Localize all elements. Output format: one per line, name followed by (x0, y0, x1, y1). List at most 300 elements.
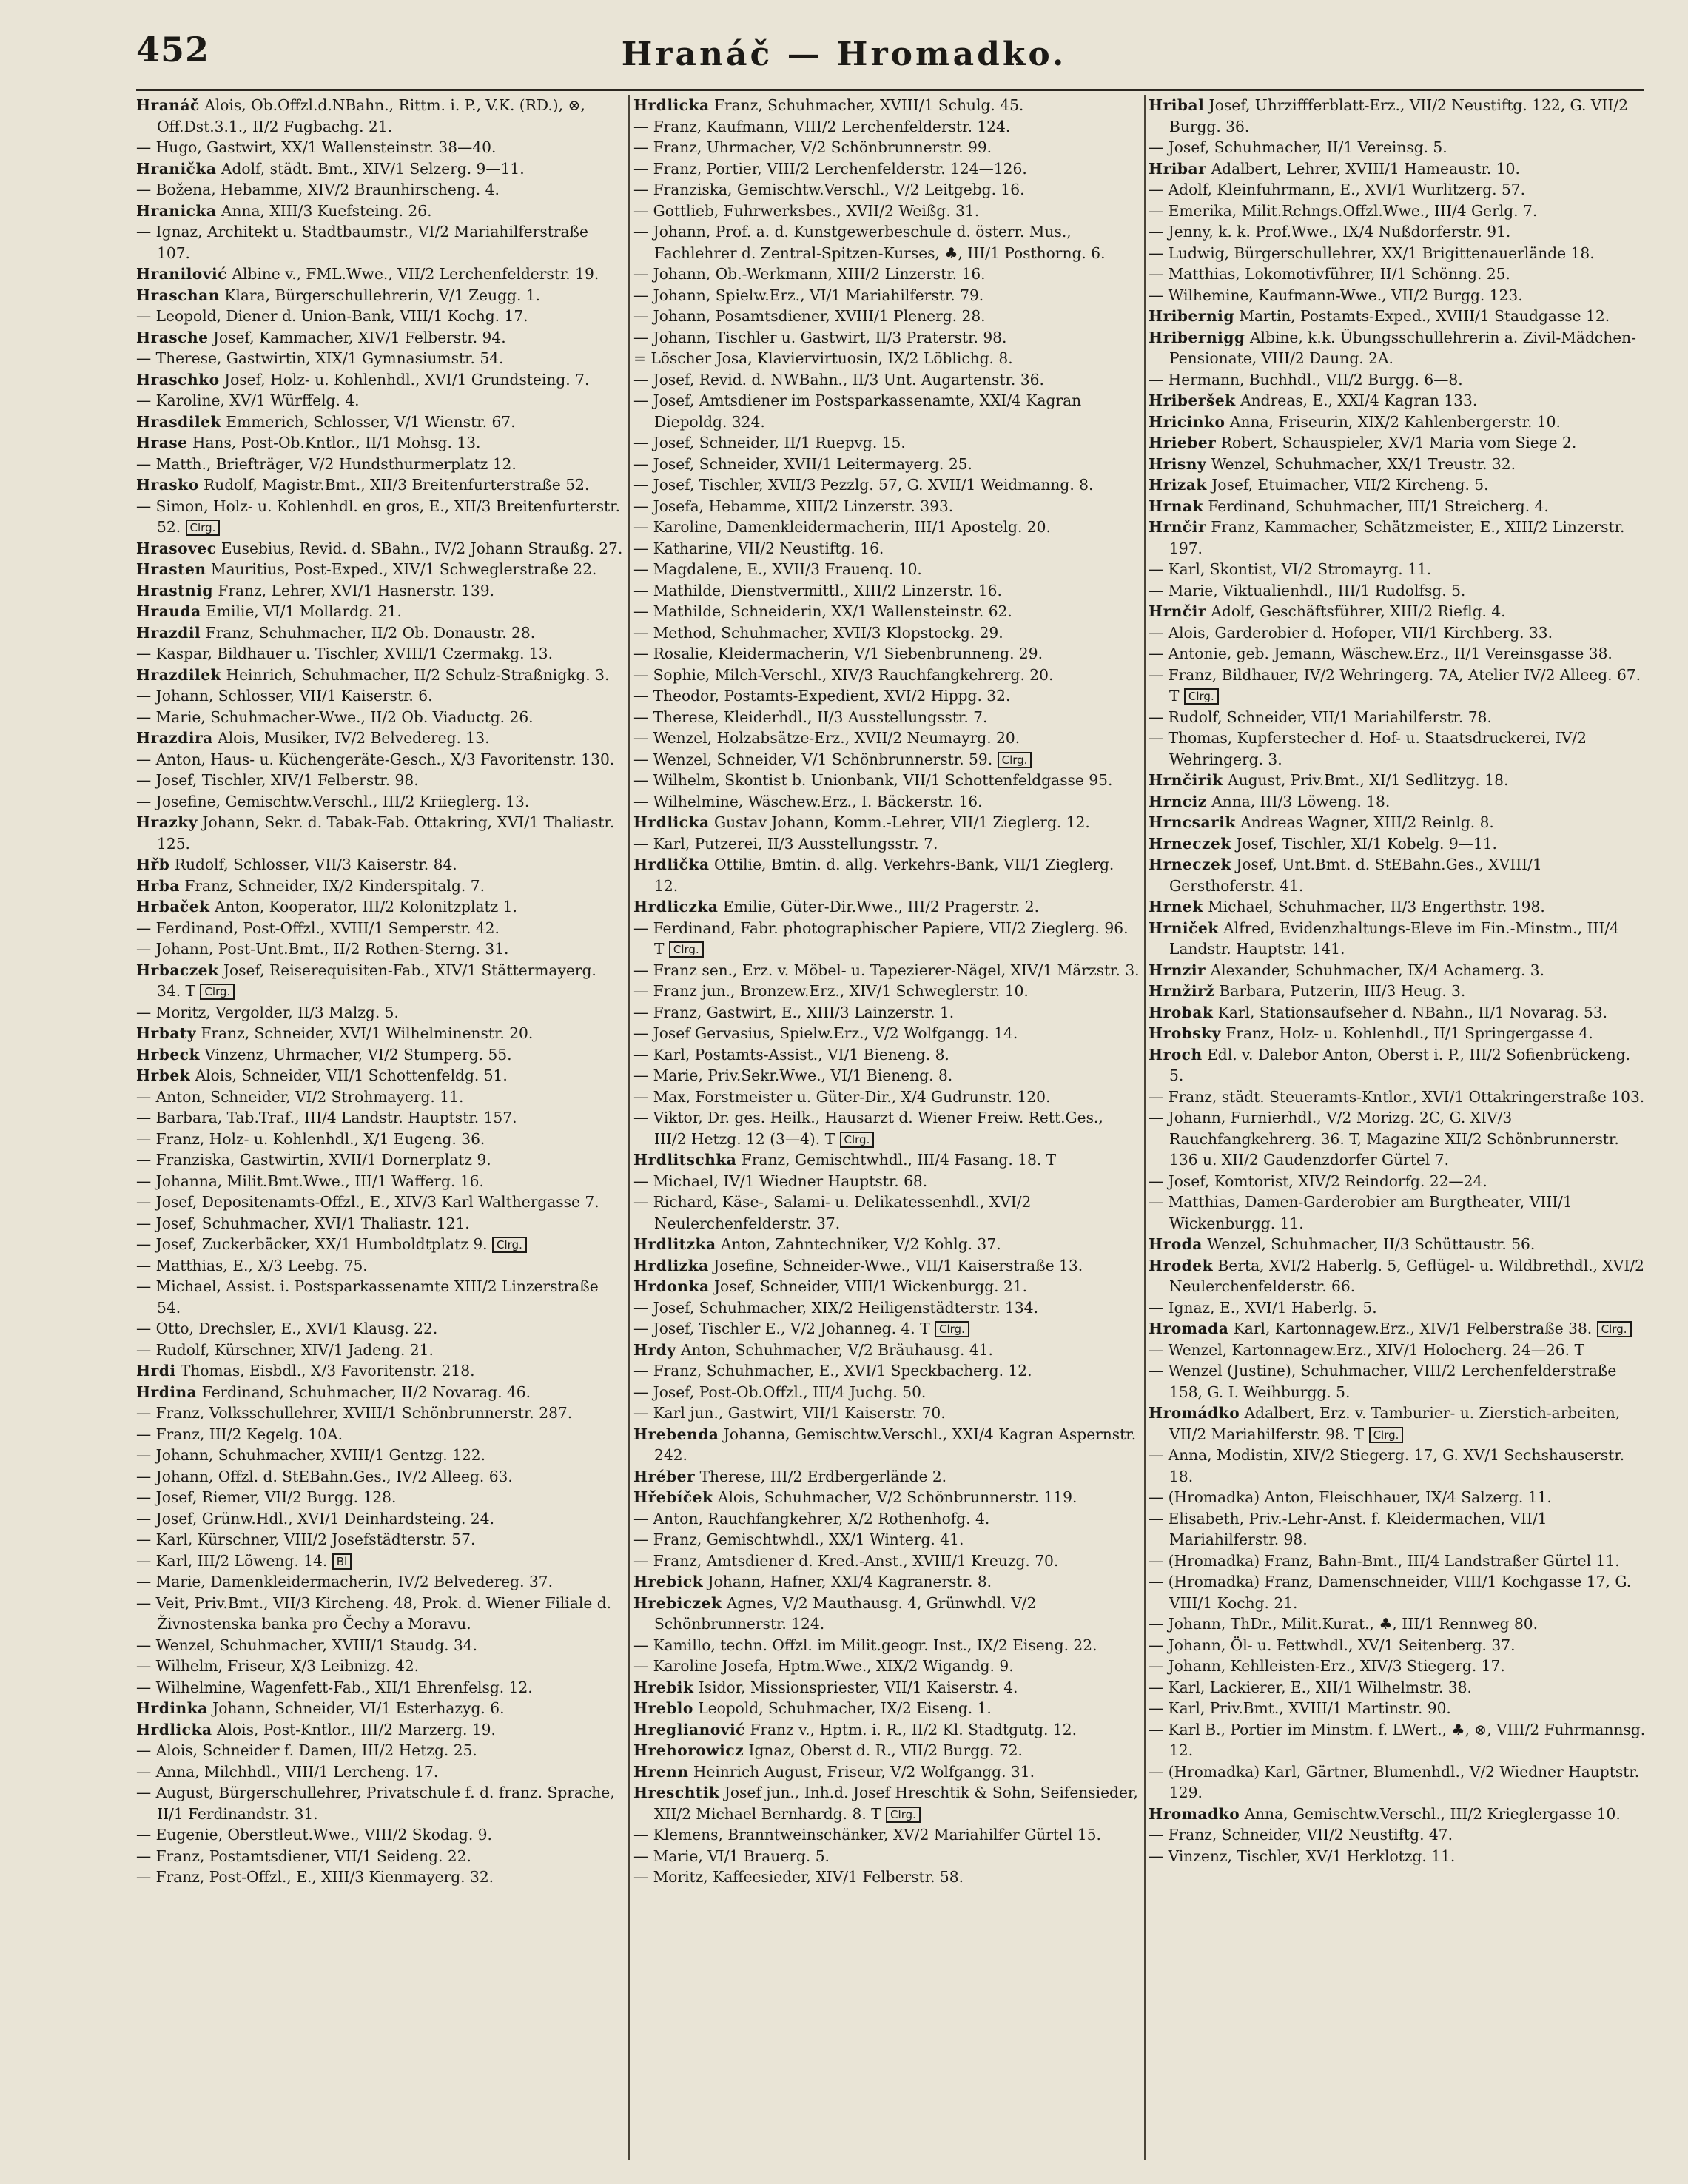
entry-surname: Hřebíček (633, 1488, 713, 1506)
entry-details: Hans, Post-Ob.Kntlor., II/1 Mohsg. 13. (187, 434, 481, 451)
directory-entry (633, 1719, 1140, 1741)
directory-entry (633, 1424, 1140, 1466)
directory-entry (1149, 179, 1646, 201)
directory-entry (633, 1002, 1140, 1024)
entry-details: — Karl B., Portier im Minstm. f. LWert., ♣, ⊗, VIII/2 Fuhrmannsg. 12. (1149, 1720, 1646, 1759)
directory-entry (633, 812, 1140, 833)
directory-entry (136, 1318, 625, 1340)
entry-details: — Wenzel, Schneider, V/1 Schönbrunnerstr. 59. (633, 750, 993, 768)
entry-details: — Marie, Schuhmacher-Wwe., II/2 Ob. Viaductg. 26. (136, 708, 534, 726)
directory-entry (633, 854, 1140, 896)
directory-entry (1149, 833, 1646, 855)
entry-surname: Hrazdilek (136, 665, 222, 684)
entry-details: — (Hromadka) Anton, Fleischhauer, IX/4 Salzerg. 11. (1149, 1488, 1552, 1506)
entry-details: — Franz sen., Erz. v. Möbel- u. Tapezierer-Nägel, XIV/1 Märzstr. 3. (633, 961, 1140, 979)
entry-surname: Hranička (136, 159, 217, 178)
directory-entry (633, 1044, 1140, 1066)
directory-entry (136, 496, 625, 538)
directory-entry (1149, 95, 1646, 137)
entry-details: Wenzel, Schuhmacher, XX/1 Treustr. 32. (1206, 454, 1516, 473)
directory-entry (1149, 390, 1646, 411)
directory-entry (136, 791, 625, 813)
entry-details: — Franz, Kaufmann, VIII/2 Lerchenfelderstr. 124. (633, 117, 1011, 135)
entry-details: — Matth., Briefträger, V/2 Hundsthurmerplatz 12. (136, 454, 517, 473)
entry-details: — Hugo, Gastwirt, XX/1 Wallensteinstr. 38—40. (136, 138, 497, 156)
directory-entry (136, 1149, 625, 1171)
entry-details: — Anna, Modistin, XIV/2 Stiegerg. 17, G. XV/1 Sechshauserstr. 18. (1149, 1446, 1625, 1485)
entry-surname: Hricinko (1149, 412, 1225, 431)
directory-entry (1149, 243, 1646, 264)
entry-details: — Karl, Postamts-Assist., VI/1 Bieneng. 8. (633, 1045, 949, 1064)
directory-entry (136, 1086, 625, 1108)
directory-entry (633, 685, 1140, 707)
directory-entry (633, 158, 1140, 180)
entry-details: — Josef, Tischler, XVII/3 Pezzlg. 57, G. XVII/1 Weidmanng. 8. (633, 476, 1094, 494)
directory-entry (1149, 1846, 1646, 1867)
entry-details: — August, Bürgerschullehrer, Privatschule f. d. franz. Sprache, II/1 Ferdinandstr. 31. (136, 1784, 615, 1823)
entry-details: — Karl, III/2 Löweng. 14. (136, 1551, 328, 1570)
directory-entry (136, 1677, 625, 1699)
entry-details: — Theodor, Postamts-Expedient, XVI/2 Hippg. 32. (633, 687, 1011, 705)
entry-details: — Johann, Ob.-Werkmann, XIII/2 Linzerstr. 16. (633, 265, 986, 283)
entry-details: Anton, Zahntechniker, V/2 Kohlg. 37. (716, 1235, 1001, 1253)
entry-details: — Method, Schuhmacher, XVII/3 Klopstockg. 29. (633, 623, 1003, 642)
directory-entry (1149, 221, 1646, 243)
entry-details: — Franziska, Gemischtw.Verschl., V/2 Leitgebg. 16. (633, 181, 1025, 198)
entry-details: Edl. v. Dalebor Anton, Oberst i. P., III/2 Sofienbrückeng. 5. (1169, 1045, 1631, 1084)
directory-entry (1149, 454, 1646, 475)
entry-details: — Johann, Schlosser, VII/1 Kaiserstr. 6. (136, 687, 433, 705)
directory-entry (633, 580, 1140, 602)
directory-entry (633, 137, 1140, 158)
entry-details: Anna, III/3 Löweng. 18. (1206, 792, 1391, 810)
entry-details: — Johann, Post-Unt.Bmt., II/2 Rothen-Sterng. 31. (136, 940, 509, 958)
entry-details: — Matthias, Lokomotivführer, II/1 Schönng. 25. (1149, 265, 1510, 283)
entry-details: — Jenny, k. k. Prof.Wwe., IX/4 Nußdorferstr. 91. (1149, 223, 1511, 241)
directory-entry (136, 454, 625, 475)
entry-details: — Therese, Gastwirtin, XIX/1 Gymnasiumstr. 54. (136, 349, 504, 367)
entry-details: — Karl, Putzerei, II/3 Ausstellungsstr. 7. (633, 834, 938, 853)
entry-details: Josef, Reiserequisiten-Fab., XIV/1 Stättermayerg. 34. T (157, 961, 596, 1000)
entry-details: Klara, Bürgerschullehrerin, V/1 Zeugg. 1. (219, 286, 541, 304)
entry-details: — Ignaz, E., XVI/1 Haberlg. 5. (1149, 1298, 1377, 1317)
entry-surname: Hrdlizka (633, 1256, 709, 1274)
entry-details: — Simon, Holz- u. Kohlenhdl. en gros, E., XII/3 Breitenfurterstr. 52. (136, 497, 621, 536)
entry-details: — Klemens, Branntweinschänker, XV/2 Mariahilfer Gürtel 15. (633, 1826, 1101, 1844)
entry-details: — Thomas, Kupferstecher d. Hof- u. Staatsdruckerei, IV/2 Wehringerg. 3. (1149, 729, 1587, 768)
directory-entry (136, 95, 625, 137)
entry-surname: Hrdlicka (136, 1720, 212, 1738)
entry-details: Vinzenz, Uhrmacher, VI/2 Stumperg. 55. (199, 1045, 512, 1064)
entry-surname: Hrniček (1149, 918, 1219, 937)
directory-entry (633, 369, 1140, 391)
entry-details: — Franz, städt. Steueramts-Kntlor., XVI/1 Ottakringerstraße 103. (1149, 1087, 1645, 1106)
entry-details: Josef, Kammacher, XIV/1 Felberstr. 94. (208, 328, 506, 346)
entry-details: — Antonie, geb. Jemann, Wäschew.Erz., II/1 Vereinsgasse 38. (1149, 645, 1613, 662)
entry-details: Isidor, Missionspriester, VII/1 Kaiserstr. 4. (693, 1678, 1018, 1696)
directory-entry (1149, 1508, 1646, 1550)
directory-entry (136, 1044, 625, 1066)
directory-entry (633, 1593, 1140, 1635)
entry-details: Mauritius, Post-Exped., XIV/1 Schweglerstraße 22. (206, 560, 597, 578)
directory-entry (633, 1635, 1140, 1656)
entry-details: Ottilie, Bmtin. d. allg. Verkehrs-Bank, VII/1 Zieglerg. 12. (654, 856, 1114, 895)
directory-entry (633, 981, 1140, 1002)
entry-details: — Josef Gervasius, Spielw.Erz., V/2 Wolfgangg. 14. (633, 1024, 1018, 1042)
entry-details: — Karoline, XV/1 Würffelg. 4. (136, 392, 360, 409)
directory-entry (1149, 1487, 1646, 1508)
entry-details: Andreas, E., XXI/4 Kagran 133. (1235, 392, 1478, 409)
entry-details: — Wilhelm, Skontist b. Unionbank, VII/1 Schottenfeldgasse 95. (633, 771, 1113, 789)
entry-details: — Karl jun., Gastwirt, VII/1 Kaiserstr. 70. (633, 1404, 946, 1422)
directory-entry (633, 179, 1140, 201)
directory-entry (1149, 1234, 1646, 1255)
phone-badge: Bl (332, 1553, 352, 1570)
directory-entry (1149, 1698, 1646, 1719)
column-divider (628, 95, 630, 2160)
entry-details: — Josef, Schuhmacher, XVI/1 Thaliastr. 121. (136, 1214, 470, 1232)
directory-entry (136, 1867, 625, 1888)
entry-details: Johanna, Gemischtw.Verschl., XXI/4 Kagran Aspernstr. 242. (654, 1425, 1137, 1464)
directory-entry (633, 601, 1140, 622)
entry-surname: Hrnek (1149, 898, 1203, 915)
directory-entry (1149, 896, 1646, 918)
directory-entry (1149, 263, 1646, 285)
entry-details: Josef jun., Inh.d. Josef Hreschtik & Sohn, Seifensieder, XII/2 Michael Bernhardg. 8. T (654, 1784, 1138, 1823)
entry-details: — Karl, Priv.Bmt., XVIII/1 Martinstr. 90. (1149, 1699, 1451, 1717)
entry-details: — Vinzenz, Tischler, XV/1 Herklotzg. 11. (1149, 1847, 1456, 1865)
directory-entry (136, 1846, 625, 1867)
entry-surname: Hrebick (633, 1573, 704, 1590)
entry-details: — Marie, Damenkleidermacherin, IV/2 Belvedereg. 37. (136, 1573, 554, 1590)
entry-details: Thomas, Eisbdl., X/3 Favoritenstr. 218. (175, 1362, 475, 1380)
entry-surname: Hreblo (633, 1699, 693, 1717)
entry-details: — (Hromadka) Karl, Gärtner, Blumenhdl., V/2 Wiedner Hauptstr. 129. (1149, 1762, 1640, 1801)
entry-details: — Franz, Uhrmacher, V/2 Schönbrunnerstr. 99. (633, 138, 992, 156)
entry-details: Heinrich, Schuhmacher, II/2 Schulz-Straßnigkg. 3. (221, 665, 610, 684)
entry-details: Franz, Kammacher, Schätzmeister, E., XIII/2 Linzerstr. 197. (1169, 518, 1625, 557)
entry-surname: Hrieber (1149, 434, 1217, 451)
directory-entry (1149, 517, 1646, 559)
entry-details: Alfred, Evidenzhaltungs-Eleve im Fin.-Minstm., III/4 Landstr. Hauptstr. 141. (1169, 918, 1619, 958)
entry-details: — Marie, Viktualienhdl., III/1 Rudolfsg. 5. (1149, 581, 1466, 599)
entry-surname: Hribal (1149, 96, 1205, 114)
directory-entry (1149, 770, 1646, 791)
directory-entry (136, 1340, 625, 1361)
entry-details: — Josefa, Hebamme, XIII/2 Linzerstr. 393. (633, 497, 954, 515)
directory-entry (633, 116, 1140, 138)
entry-details: Heinrich August, Friseur, V/2 Wolfgangg. 31. (688, 1762, 1035, 1781)
entry-details: Alexander, Schuhmacher, IX/4 Achamerg. 3. (1206, 961, 1545, 979)
entry-details: — Karl, Kürschner, VIII/2 Josefstädterstr. 57. (136, 1531, 476, 1548)
directory-entry (136, 474, 625, 496)
entry-details: — Wenzel, Schuhmacher, XVIII/1 Staudg. 34. (136, 1636, 478, 1654)
directory-entry (136, 938, 625, 960)
directory-entry (136, 812, 625, 854)
entry-details: Therese, III/2 Erdbergerlände 2. (695, 1467, 947, 1485)
entry-details: — Ignaz, Architekt u. Stadtbaumstr., VI/2 Mariahilferstraße 107. (136, 223, 588, 262)
entry-details: — Matthias, Damen-Garderobier am Burgtheater, VIII/1 Wickenburgg. 11. (1149, 1193, 1573, 1232)
entry-surname: Hriberšek (1149, 392, 1236, 409)
directory-entry (1149, 1656, 1646, 1677)
entry-details: Johann, Hafner, XXI/4 Kagranerstr. 8. (703, 1573, 992, 1590)
directory-entry (633, 833, 1140, 855)
entry-details: Berta, XVI/2 Haberlg. 5, Geflügel- u. Wildbrethdl., XVI/2 Neulerchenfelderstr. 66. (1169, 1256, 1644, 1295)
directory-entry (633, 1550, 1140, 1572)
directory-entry (1149, 201, 1646, 222)
entry-details: Josef, Holz- u. Kohlenhdl., XVI/1 Grundsteing. 7. (219, 370, 590, 389)
entry-details: Robert, Schauspieler, XV/1 Maria vom Siege 2. (1216, 434, 1577, 451)
directory-entry (136, 1761, 625, 1783)
entry-details: Emilie, Güter-Dir.Wwe., III/2 Pragerstr. 2. (718, 898, 1040, 915)
directory-entry (633, 1360, 1140, 1382)
directory-entry (633, 1740, 1140, 1761)
entry-surname: Hrdlicka (633, 96, 710, 114)
directory-entry (633, 285, 1140, 306)
directory-entry (633, 1782, 1140, 1824)
directory-entry (633, 95, 1140, 116)
entry-details: — Matthias, E., X/3 Leebg. 75. (136, 1256, 368, 1274)
entry-details: Alois, Musiker, IV/2 Belvedereg. 13. (212, 729, 490, 747)
directory-entry (136, 1824, 625, 1846)
entry-details: — Otto, Drechsler, E., XVI/1 Klausg. 22. (136, 1320, 438, 1337)
directory-entry (136, 285, 625, 306)
directory-entry (633, 1065, 1140, 1086)
entry-details: Franz v., Hptm. i. R., II/2 Kl. Stadtgutg. 12. (744, 1720, 1077, 1738)
entry-details: — Josef, Komtorist, XIV/2 Reindorfg. 22—24. (1149, 1172, 1487, 1190)
directory-entry (136, 1002, 625, 1024)
entry-details: — Johann, Tischler u. Gastwirt, II/3 Praterstr. 98. (633, 328, 1007, 346)
directory-entry (136, 1529, 625, 1550)
directory-entry (136, 1719, 625, 1741)
entry-details: — Josef, Schneider, XVII/1 Leitermayerg. 25. (633, 454, 972, 473)
directory-entry (1149, 1023, 1646, 1044)
entry-details: Michael, Schuhmacher, II/3 Engerthstr. 198. (1203, 898, 1545, 915)
entry-details: — Rudolf, Schneider, VII/1 Mariahilferstr. 78. (1149, 708, 1492, 726)
directory-entry (633, 1234, 1140, 1255)
directory-entry (136, 854, 625, 876)
directory-entry (136, 1213, 625, 1234)
directory-entry (1149, 474, 1646, 496)
entry-surname: Hroch (1149, 1045, 1203, 1064)
entry-details: — Gottlieb, Fuhrwerksbes., XVII/2 Weißg. 31. (633, 201, 980, 220)
entry-details: Franz, Schneider, IX/2 Kinderspitalg. 7. (179, 876, 485, 895)
directory-entry (633, 1466, 1140, 1488)
entry-surname: Hromádko (1149, 1404, 1240, 1422)
entry-details: Albine, k.k. Übungsschullehrerin a. Zivil-Mädchen-Pensionate, VIII/2 Daung. 2A. (1169, 328, 1636, 367)
entry-surname: Hrnčir (1149, 602, 1206, 620)
directory-entry (1149, 1571, 1646, 1613)
entry-details: — Johann, Prof. a. d. Kunstgewerbeschule d. österr. Mus., Fachlehrer d. Zentral-Spitzen-Kurses, ♣, III/1 Posthorng. 6. (633, 223, 1106, 262)
entry-details: Josef, Unt.Bmt. d. StEBahn.Ges., XVIII/1 Gersthoferstr. 41. (1169, 856, 1542, 895)
entry-details: — Johanna, Milit.Bmt.Wwe., III/1 Wafferg. 16. (136, 1172, 484, 1190)
entry-surname: Hrasche (136, 328, 209, 346)
directory-entry (1149, 559, 1646, 580)
directory-entry (136, 411, 625, 433)
entry-details: Anton, Schuhmacher, V/2 Bräuhausg. 41. (676, 1340, 993, 1359)
entry-details: — Rudolf, Kürschner, XIV/1 Jadeng. 21. (136, 1340, 434, 1359)
running-title: Hranáč — Hromadko. (621, 36, 1067, 73)
directory-entry (136, 876, 625, 897)
phone-badge: Clrg. (1184, 688, 1219, 705)
entry-details: — Wenzel (Justine), Schuhmacher, VIII/2 Lerchenfelderstraße 158, G. I. Weihburgg. 5. (1149, 1362, 1617, 1401)
entry-surname: Hrnzir (1149, 961, 1206, 979)
directory-entry (1149, 580, 1646, 602)
directory-entry (136, 221, 625, 263)
entry-details: — Franz jun., Bronzew.Erz., XIV/1 Schweglerstr. 10. (633, 982, 1029, 1000)
entry-details: — Karoline, Damenkleidermacherin, III/1 Apostelg. 20. (633, 518, 1051, 536)
entry-details: Adalbert, Lehrer, XVIII/1 Hameaustr. 10. (1206, 159, 1520, 178)
entry-surname: Hrenn (633, 1762, 689, 1781)
entry-details: — Josef, Zuckerbäcker, XX/1 Humboldtplatz 9. (136, 1235, 488, 1253)
entry-details: Barbara, Putzerin, III/3 Heug. 3. (1214, 982, 1466, 1000)
entry-details: — Wilhemine, Kaufmann-Wwe., VII/2 Burgg. 123. (1149, 286, 1523, 304)
entry-details: Johann, Schneider, VI/1 Esterhazyg. 6. (207, 1699, 505, 1717)
directory-entry (1149, 643, 1646, 665)
entry-surname: Hrdonka (633, 1277, 710, 1295)
entry-details: Martin, Postamts-Exped., XVIII/1 Staudgasse 12. (1234, 307, 1610, 325)
entry-details: — Kaspar, Bildhauer u. Tischler, XVIII/1 Czermakg. 13. (136, 645, 554, 662)
directory-entry (633, 1086, 1140, 1108)
entry-details: Josef, Tischler, XI/1 Kobelg. 9—11. (1231, 834, 1497, 853)
entry-details: Anna, Gemischtw.Verschl., III/2 Krieglergasse 10. (1240, 1804, 1621, 1823)
entry-details: — Marie, VI/1 Brauerg. 5. (633, 1847, 830, 1865)
directory-entry (1149, 1445, 1646, 1487)
entry-details: — Wilhelm, Friseur, X/3 Leibnizg. 42. (136, 1657, 420, 1675)
directory-entry (633, 1867, 1140, 1888)
entry-details: — Franz, Gemischtwhdl., XX/1 Winterg. 41. (633, 1531, 964, 1548)
phone-badge: Clrg. (492, 1237, 527, 1253)
directory-entry (136, 306, 625, 327)
entry-details: — Richard, Käse-, Salami- u. Delikatessenhdl., XVI/2 Neulerchenfelderstr. 37. (633, 1193, 1032, 1232)
entry-surname: Hreschtik (633, 1784, 720, 1801)
directory-entry (633, 1529, 1140, 1550)
directory-entry (1149, 601, 1646, 622)
directory-entry (633, 1656, 1140, 1677)
directory-entry (633, 474, 1140, 496)
entry-surname: Hrasdilek (136, 412, 221, 431)
directory-entry (136, 1402, 625, 1424)
directory-entry (136, 1550, 625, 1572)
entry-details: — Anna, Milchhdl., VIII/1 Lercheng. 17. (136, 1762, 439, 1781)
entry-surname: Hrebenda (633, 1425, 719, 1443)
directory-entry (1149, 622, 1646, 644)
entry-details: — Anton, Haus- u. Küchengeräte-Gesch., X/3 Favoritenstr. 130. (136, 750, 615, 768)
directory-entry (1149, 1360, 1646, 1402)
directory-entry (633, 432, 1140, 454)
entry-surname: Hrdlitzka (633, 1235, 716, 1253)
directory-entry (1149, 1340, 1646, 1361)
directory-entry (1149, 981, 1646, 1002)
entry-details: — Ferdinand, Fabr. photographischer Papiere, VII/2 Zieglerg. 96. T (633, 918, 1129, 958)
directory-entry (136, 1234, 625, 1255)
entry-details: Josef, Schneider, VIII/1 Wickenburgg. 21. (709, 1277, 1028, 1295)
directory-entry (1149, 707, 1646, 728)
entry-details: — Johann, Furnierhdl., V/2 Morizg. 2C, G. XIV/3 Rauchfangkehrerg. 36. T, Magazine XII/2 Schönbrunnerstr. 136 u. XII/2 Gaudenzdorfer Gürtel 7. (1149, 1109, 1619, 1169)
directory-entry (136, 263, 625, 285)
directory-entry (633, 1571, 1140, 1593)
directory-entry (136, 1466, 625, 1488)
directory-entry (633, 348, 1140, 369)
entry-details: — Alois, Schneider f. Damen, III/2 Hetzg. 25. (136, 1741, 477, 1759)
entry-details: August, Priv.Bmt., XI/1 Sedlitzyg. 18. (1223, 771, 1509, 789)
entry-details: — Moritz, Kaffeesieder, XIV/1 Felberstr. 58. (633, 1868, 964, 1886)
entry-surname: Hrauda (136, 602, 201, 620)
entry-surname: Hrbaczek (136, 961, 219, 979)
phone-badge: Clrg. (935, 1321, 969, 1337)
directory-entry (136, 749, 625, 770)
header-rule (136, 89, 1644, 91)
directory-entry (1149, 306, 1646, 327)
directory-entry (633, 1171, 1140, 1192)
directory-entry (633, 263, 1140, 285)
entry-details: — Johann, Posamtsdiener, XVIII/1 Plenerg. 28. (633, 307, 986, 325)
entry-details: — Max, Forstmeister u. Güter-Dir., X/4 Gudrunstr. 120. (633, 1087, 1051, 1106)
entry-details: — Franz, Holz- u. Kohlenhdl., X/1 Eugeng. 36. (136, 1129, 485, 1148)
entry-details: Rudolf, Schlosser, VII/3 Kaiserstr. 84. (169, 856, 457, 873)
phone-badge: Clrg. (1369, 1427, 1404, 1443)
page-number: 452 (136, 30, 210, 70)
directory-entry (633, 454, 1140, 475)
column-2 (633, 95, 1140, 2160)
directory-entry (1149, 369, 1646, 391)
entry-details: — Franz, Bildhauer, IV/2 Wehringerg. 7A, Atelier IV/2 Alleeg. 67. T (1149, 665, 1641, 705)
entry-details: — Josef, Amtsdiener im Postsparkassenamte, XXI/4 Kagran Diepoldg. 324. (633, 392, 1082, 431)
entry-details: Alois, Ob.Offzl.d.NBahn., Rittm. i. P., V.K. (RD.), ⊗, Off.Dst.3.1., II/2 Fugbachg. 21. (157, 96, 585, 135)
entry-surname: Hrazky (136, 813, 198, 831)
directory-entry (1149, 812, 1646, 833)
directory-entry (136, 1656, 625, 1677)
column-1 (136, 95, 625, 2160)
directory-entry (633, 327, 1140, 349)
directory-entry (633, 221, 1140, 263)
directory-entry (136, 1487, 625, 1508)
entry-details: — Sophie, Milch-Verschl., XIV/3 Rauchfangkehrerg. 20. (633, 665, 1054, 684)
directory-entry (1149, 327, 1646, 369)
entry-details: — Josef, Tischler, XIV/1 Felberstr. 98. (136, 771, 419, 789)
entry-details: Josef, Uhrziffferblatt-Erz., VII/2 Neustiftg. 122, G. VII/2 Burgg. 36. (1169, 96, 1628, 135)
directory-entry (136, 1023, 625, 1044)
directory-entry (1149, 411, 1646, 433)
entry-surname: Hrnciz (1149, 792, 1207, 810)
entry-details: — Anton, Schneider, VI/2 Strohmayerg. 11. (136, 1087, 464, 1106)
entry-details: Anton, Kooperator, III/2 Kolonitzplatz 1. (209, 898, 517, 915)
directory-entry (633, 643, 1140, 665)
entry-details: — Johann, ThDr., Milit.Kurat., ♣, III/1 Rennweg 80. (1149, 1615, 1539, 1633)
entry-details: = Löscher Josa, Klaviervirtuosin, IX/2 Löblichg. 8. (633, 349, 1013, 367)
entry-surname: Hreglianović (633, 1720, 745, 1738)
entry-details: Adalbert, Erz. v. Tamburier- u. Zierstich-arbeiten, VII/2 Mariahilferstr. 98. T (1169, 1404, 1621, 1443)
entry-details: — Karoline Josefa, Hptm.Wwe., XIX/2 Wigandg. 9. (633, 1657, 1014, 1675)
directory-entry (136, 1171, 625, 1192)
entry-details: Anna, XIII/3 Kuefsteing. 26. (216, 201, 432, 220)
entry-details: — Wenzel, Holzabsätze-Erz., XVII/2 Neumayrg. 20. (633, 729, 1020, 747)
directory-entry (1149, 1402, 1646, 1445)
entry-details: — Božena, Hebamme, XIV/2 Braunhirscheng. 4. (136, 181, 500, 198)
directory-entry (1149, 1613, 1646, 1635)
entry-details: Wenzel, Schuhmacher, II/3 Schüttaustr. 56. (1202, 1235, 1536, 1253)
entry-details: — Elisabeth, Priv.-Lehr-Anst. f. Kleidermachen, VII/1 Mariahilferstr. 98. (1149, 1509, 1547, 1548)
directory-entry (136, 1445, 625, 1466)
directory-entry (633, 707, 1140, 728)
directory-entry (633, 1824, 1140, 1846)
entry-details: — Kamillo, techn. Offzl. im Milit.geogr. Inst., IX/2 Eiseng. 22. (633, 1636, 1097, 1654)
directory-entry (1149, 1086, 1646, 1108)
directory-entry (136, 580, 625, 602)
directory-entry (1149, 728, 1646, 770)
entry-surname: Hranáč (136, 96, 200, 114)
directory-entry (136, 896, 625, 918)
